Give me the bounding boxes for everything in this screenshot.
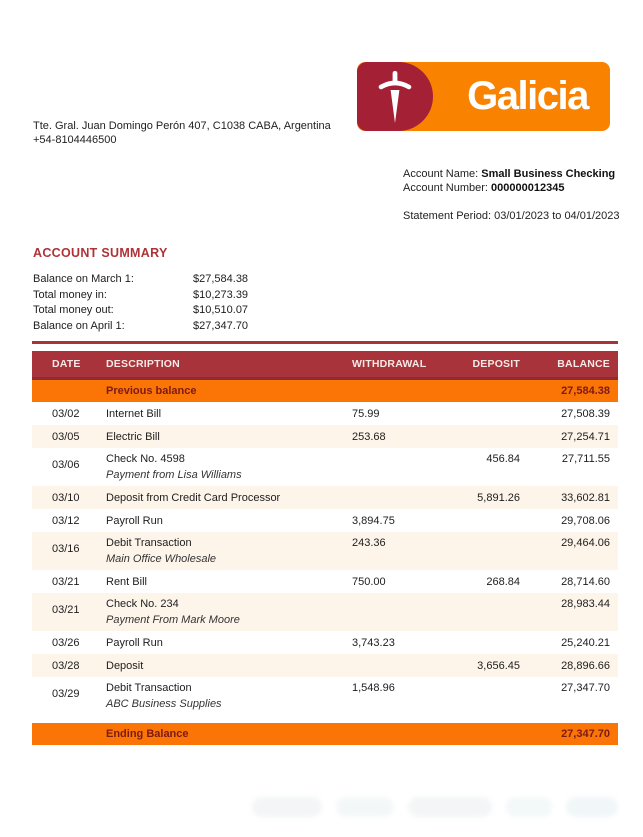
txn-description: Payroll Run xyxy=(106,636,163,649)
txn-description-cell xyxy=(102,637,352,649)
summary-value: $27,584.38 xyxy=(193,273,249,285)
table-row xyxy=(32,570,618,593)
txn-description: Check No. 234 xyxy=(106,598,179,610)
txn-deposit: 268.84 xyxy=(486,575,520,588)
txn-withdrawal: 243.36 xyxy=(352,537,386,549)
txn-balance: 28,983.44 xyxy=(561,598,610,610)
txn-balance: 29,708.06 xyxy=(561,514,610,527)
txn-deposit xyxy=(462,532,528,537)
txn-date: 03/06 xyxy=(52,458,80,471)
txn-balance: 27,347.70 xyxy=(561,682,610,694)
col-header-description: DESCRIPTION xyxy=(106,358,180,370)
txn-date: 03/10 xyxy=(52,491,80,504)
ending-balance-label: Ending Balance xyxy=(106,728,189,740)
txn-date: 03/26 xyxy=(52,636,80,649)
summary-row xyxy=(33,319,248,335)
previous-balance-value: 27,584.38 xyxy=(561,385,610,397)
txn-description-cell xyxy=(102,660,352,672)
txn-description: Check No. 4598 xyxy=(106,453,185,465)
txn-withdrawal xyxy=(352,448,462,453)
txn-balance: 27,254.71 xyxy=(561,430,610,443)
table-gap xyxy=(32,715,618,723)
table-row xyxy=(32,593,618,631)
txn-balance: 25,240.21 xyxy=(561,636,610,649)
table-row xyxy=(32,532,618,570)
account-summary-list xyxy=(33,272,248,334)
txn-description: Payroll Run xyxy=(106,514,163,527)
table-row xyxy=(32,402,618,425)
txn-deposit: 5,891.26 xyxy=(477,491,520,504)
table-row xyxy=(32,677,618,715)
txn-withdrawal: 1,548.96 xyxy=(352,682,395,694)
txn-balance: 28,896.66 xyxy=(561,659,610,672)
col-header-deposit: DEPOSIT xyxy=(472,358,520,370)
txn-description: Debit Transaction xyxy=(106,537,192,549)
previous-balance-label: Previous balance xyxy=(106,385,197,397)
ending-balance-value: 27,347.70 xyxy=(561,728,610,740)
table-row xyxy=(32,509,618,532)
bank-phone: +54-8104446500 xyxy=(33,133,117,146)
txn-date: 03/05 xyxy=(52,430,80,443)
txn-date: 03/29 xyxy=(52,687,80,700)
col-header-withdrawal: WITHDRAWAL xyxy=(352,358,427,370)
summary-label: Total money in: xyxy=(33,288,107,301)
txn-description-cell xyxy=(102,515,352,527)
account-info-block xyxy=(403,168,620,224)
txn-description: Rent Bill xyxy=(106,575,147,588)
account-name-line xyxy=(403,168,620,182)
galicia-logo xyxy=(357,62,610,131)
txn-withdrawal xyxy=(352,593,462,598)
bank-address: Tte. Gral. Juan Domingo Perón 407, C1038 CABA, Argentina xyxy=(33,120,331,132)
txn-description-cell xyxy=(102,593,352,626)
txn-withdrawal: 3,743.23 xyxy=(352,636,395,649)
account-number-value: 000000012345 xyxy=(491,181,565,194)
col-header-date: DATE xyxy=(52,358,81,370)
txn-description-cell xyxy=(102,677,352,710)
txn-deposit: 456.84 xyxy=(486,453,520,465)
txn-withdrawal: 3,894.75 xyxy=(352,514,395,527)
table-row xyxy=(32,631,618,654)
summary-row xyxy=(33,288,248,304)
account-number-line xyxy=(403,182,620,196)
txn-note: Payment From Mark Moore xyxy=(106,614,240,626)
previous-balance-row xyxy=(32,380,618,402)
txn-date: 03/12 xyxy=(52,514,80,527)
table-header-row xyxy=(32,351,618,380)
summary-value: $10,273.39 xyxy=(193,288,249,301)
account-name-value: Small Business Checking xyxy=(481,168,616,180)
brand-name: Galicia xyxy=(467,74,588,118)
statement-period: Statement Period: 03/01/2023 to 04/01/2023 xyxy=(403,210,620,222)
table-row xyxy=(32,425,618,448)
txn-description-cell xyxy=(102,532,352,565)
table-top-rule xyxy=(32,341,618,344)
account-number-label: Account Number: xyxy=(403,181,492,194)
summary-label: Balance on April 1: xyxy=(33,319,125,332)
txn-description: Deposit from Credit Card Processor xyxy=(106,491,281,504)
txn-balance: 28,714.60 xyxy=(561,575,610,588)
col-header-balance: BALANCE xyxy=(557,358,610,370)
txn-withdrawal: 75.99 xyxy=(352,407,380,420)
bank-address-block xyxy=(33,120,331,147)
txn-note: Main Office Wholesale xyxy=(106,553,217,565)
txn-deposit xyxy=(462,593,528,598)
ending-balance-row xyxy=(32,723,618,745)
account-summary-title: ACCOUNT SUMMARY xyxy=(33,246,168,260)
txn-description: Electric Bill xyxy=(106,430,160,443)
txn-description-cell xyxy=(102,492,352,504)
summary-row xyxy=(33,303,248,319)
sword-icon xyxy=(375,68,415,126)
txn-description-cell xyxy=(102,408,352,420)
txn-withdrawal: 750.00 xyxy=(352,575,386,588)
txn-note: ABC Business Supplies xyxy=(106,698,222,710)
txn-description-cell xyxy=(102,431,352,443)
txn-deposit xyxy=(462,677,528,682)
txn-date: 03/16 xyxy=(52,542,80,555)
txn-date: 03/02 xyxy=(52,407,80,420)
account-name-label: Account Name: xyxy=(403,168,482,180)
txn-withdrawal: 253.68 xyxy=(352,430,386,443)
table-row xyxy=(32,448,618,486)
txn-date: 03/21 xyxy=(52,603,80,616)
table-row xyxy=(32,654,618,677)
txn-deposit: 3,656.45 xyxy=(477,659,520,672)
summary-label: Total money out: xyxy=(33,304,114,317)
txn-balance: 27,508.39 xyxy=(561,407,610,420)
watermark xyxy=(252,790,620,824)
summary-row xyxy=(33,272,248,288)
txn-description: Deposit xyxy=(106,659,144,672)
logo-shield xyxy=(357,62,433,131)
txn-description: Internet Bill xyxy=(106,407,162,420)
summary-value: $10,510.07 xyxy=(193,304,249,317)
txn-description-cell xyxy=(102,576,352,588)
transactions-table xyxy=(32,351,618,745)
summary-label: Balance on March 1: xyxy=(33,273,134,285)
txn-note: Payment from Lisa Williams xyxy=(106,469,242,481)
table-row xyxy=(32,486,618,509)
txn-balance: 27,711.55 xyxy=(561,453,610,465)
txn-description: Debit Transaction xyxy=(106,682,192,694)
txn-description-cell xyxy=(102,448,352,481)
txn-date: 03/21 xyxy=(52,575,80,588)
txn-balance: 33,602.81 xyxy=(561,491,610,504)
txn-balance: 29,464.06 xyxy=(561,537,610,549)
txn-date: 03/28 xyxy=(52,659,80,672)
summary-value: $27,347.70 xyxy=(193,319,249,332)
table-body xyxy=(32,402,618,715)
